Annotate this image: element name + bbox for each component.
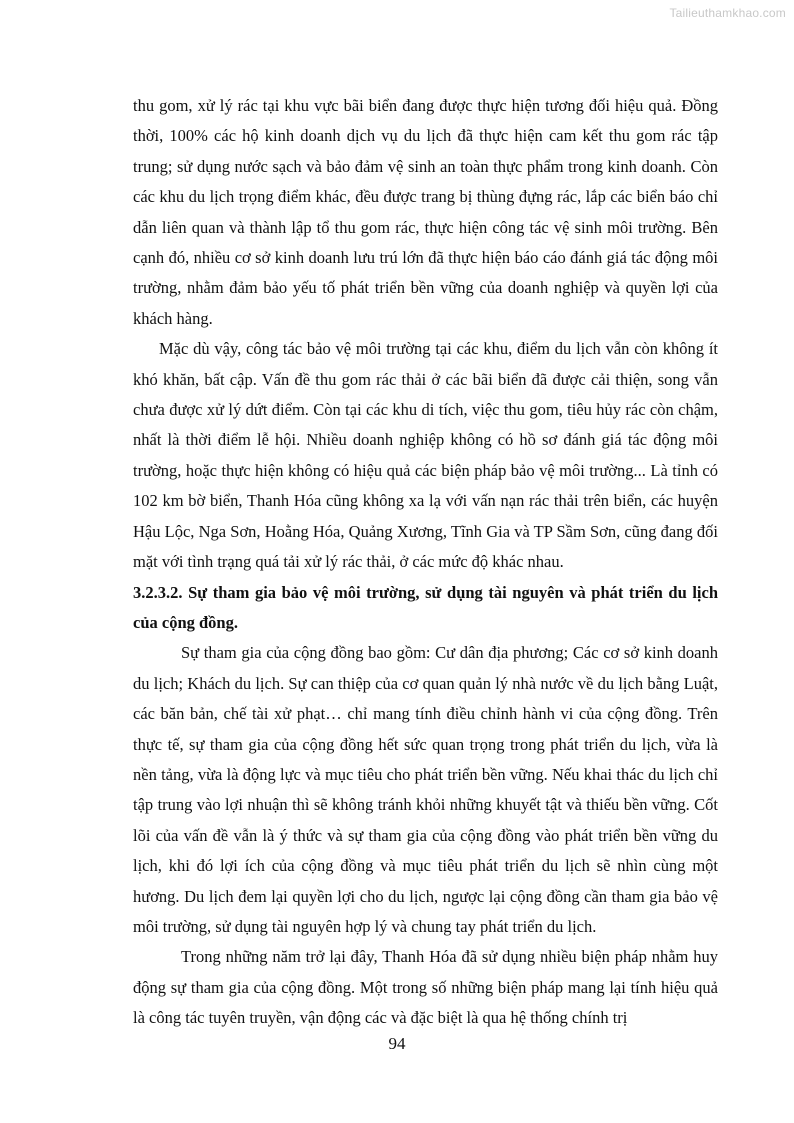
paragraph-community: Sự tham gia của cộng đồng bao gồm: Cư dân địa phương; Các cơ sở kinh doanh du lịch; Khách du lịch. Sự can thiệp của cơ quan quản lý nhà nước về du lịch bằng Luật, các băn bản, chế tài xử phạt… chỉ mang tính điều chỉnh hành vi của cộng đồng. Trên thực tế, sự tham gia của cộng đồng hết sức quan trọng trong phát triển du lịch, vừa là nền tảng, vừa là động lực và mục tiêu cho phát triển bền vững. Nếu khai thác du lịch chỉ tập trung vào lợi nhuận thì sẽ không tránh khỏi những khuyết tật và thiếu bền vững. Cốt lõi của vấn đề vẫn là ý thức và sự tham gia của cộng đồng vào phát triển bền vững du lịch, khi đó lợi ích của cộng đồng và mục tiêu phát triển du lịch sẽ nhìn cùng một hương. Du lịch đem lại quyền lợi cho du lịch, ngược lại cộng đồng cần tham gia bảo vệ môi trường, sử dụng tài nguyên hợp lý và chung tay phát triển du lịch. — [133, 643, 718, 936]
document-body — [133, 91, 718, 1034]
watermark-text: Tailieuthamkhao.com — [669, 6, 786, 20]
paragraph-challenges: Mặc dù vậy, công tác bảo vệ môi trường tại các khu, điểm du lịch vẫn còn không ít khó khăn, bất cập. Vấn đề thu gom rác thải ở các bãi biển đã được cải thiện, song vẫn chưa được xử lý dứt điểm. Còn tại các khu di tích, việc thu gom, tiêu hủy rác còn chậm, nhất là thời điểm lễ hội. Nhiều doanh nghiệp không có hồ sơ đánh giá tác động môi trường, hoặc thực hiện không có hiệu quả các biện pháp bảo vệ môi trường... Là tỉnh có 102 km bờ biển, Thanh Hóa cũng không xa lạ với vấn nạn rác thải trên biển, các huyện Hậu Lộc, Nga Sơn, Hoằng Hóa, Quảng Xương, Tĩnh Gia và TP Sầm Sơn, cũng đang đối mặt với tình trạng quá tải xử lý rác thải, ở các mức độ khác nhau. — [133, 339, 718, 572]
section-heading: 3.2.3.2. Sự tham gia bảo vệ môi trường, sử dụng tài nguyên và phát triển du lịch của cộng đồng. — [133, 582, 718, 632]
page-number: 94 — [388, 1034, 406, 1053]
paragraph-measures: Trong những năm trở lại đây, Thanh Hóa đã sử dụng nhiều biện pháp nhằm huy động sự tham gia của cộng đồng. Một trong số những biện pháp mang lại tính hiệu quả là công tác tuyên truyền, vận động các và đặc biệt là qua hệ thống chính trị — [133, 947, 718, 1028]
paragraph-continued: thu gom, xử lý rác tại khu vực bãi biển đang được thực hiện tương đối hiệu quả. Đồng thời, 100% các hộ kinh doanh dịch vụ du lịch đã thực hiện cam kết thu gom rác tập trung; sử dụng nước sạch và bảo đảm vệ sinh an toàn thực phẩm trong kinh doanh. Còn các khu du lịch trọng điểm khác, đều được trang bị thùng đựng rác, lắp các biển báo chỉ dẫn liên quan và thành lập tổ thu gom rác, thực hiện công tác vệ sinh môi trường. Bên cạnh đó, nhiều cơ sở kinh doanh lưu trú lớn đã thực hiện báo cáo đánh giá tác động môi trường, nhằm đảm bảo yếu tố phát triển bền vững của doanh nghiệp và quyền lợi của khách hàng. — [133, 96, 718, 328]
